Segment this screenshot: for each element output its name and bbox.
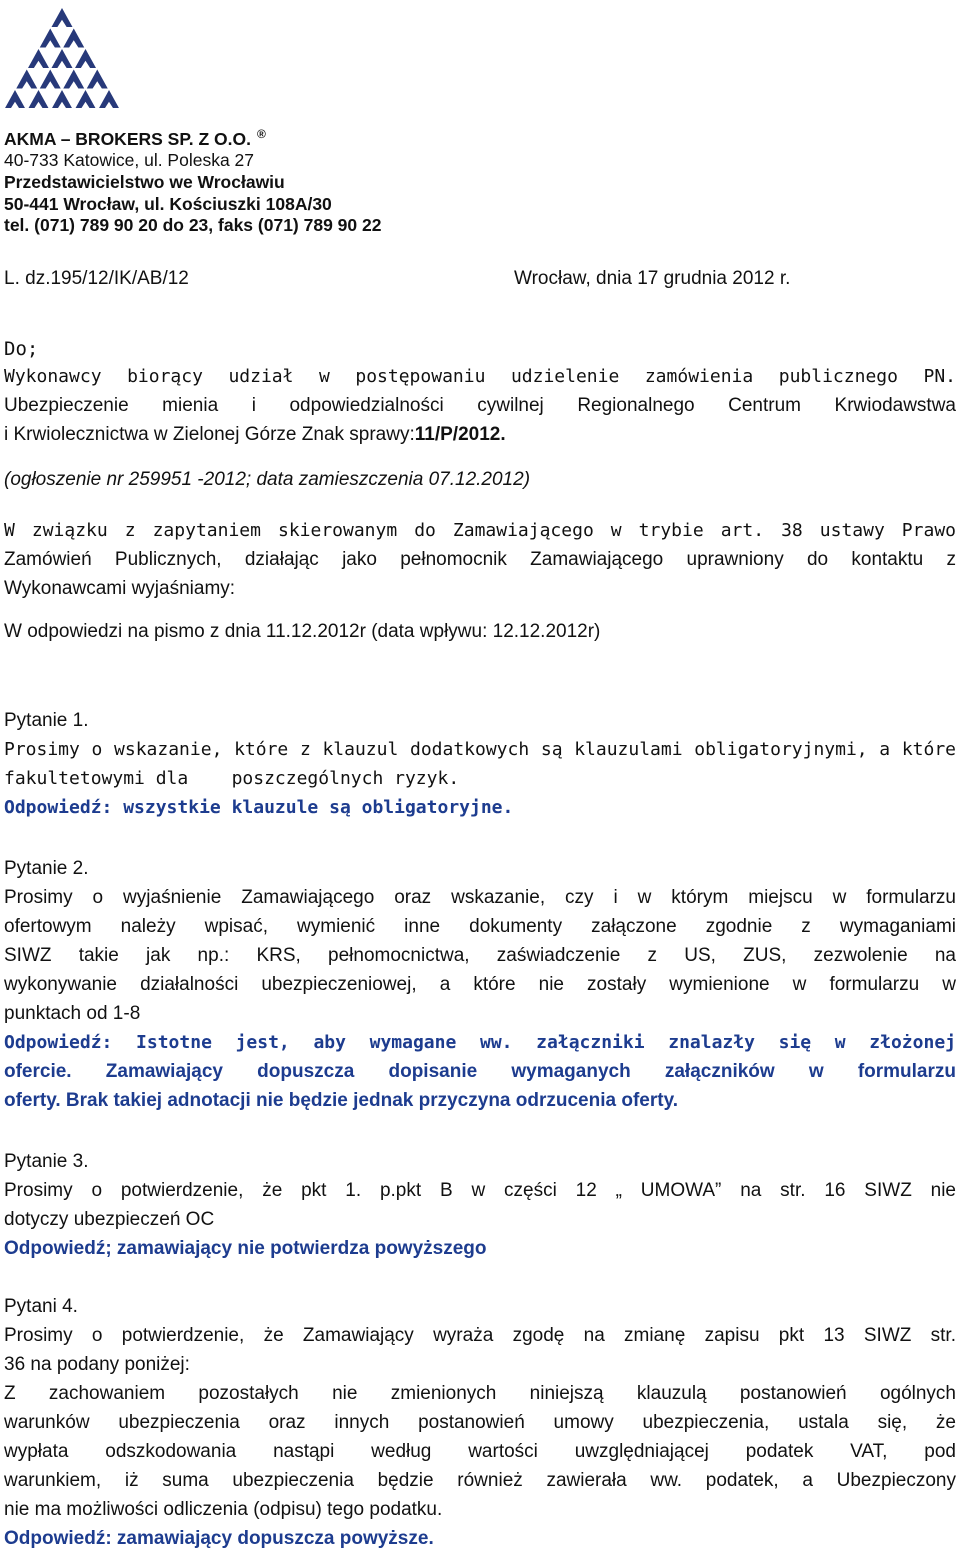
question-label: Pytani 4. xyxy=(4,1296,78,1317)
reference-line xyxy=(4,268,956,290)
registered-mark: ® xyxy=(256,127,266,141)
question-text-line: ofertowym należy wpisać, wymienić inne dokumenty załączone zgodnie z wymaganiami xyxy=(4,916,956,937)
recipients xyxy=(4,362,956,449)
question-label: Pytanie 3. xyxy=(4,1151,89,1172)
intro-line-2: Zamówień Publicznych, działając jako pełnomocnik Zamawiającego uprawniony do kontaktu z xyxy=(4,549,956,570)
intro-line-3: Wykonawcami wyjaśniamy: xyxy=(4,578,236,599)
question-label: Pytanie 2. xyxy=(4,858,89,879)
logo-triangle xyxy=(52,90,73,108)
question-text-line: 36 na podany poniżej: xyxy=(4,1354,190,1375)
company-address: 40-733 Katowice, ul. Poleska 27 xyxy=(4,150,255,171)
logo-triangle xyxy=(40,29,61,48)
question-text-line: Prosimy o potwierdzenie, że Zamawiający wyraża zgodę na zmianę zapisu pkt 13 SIWZ str. xyxy=(4,1325,956,1346)
question-text-line: punktach od 1-8 xyxy=(4,1003,141,1024)
question-text-line: nie ma możliwości odliczenia (odpisu) tego podatku. xyxy=(4,1499,443,1520)
logo-triangle xyxy=(52,8,73,27)
question-text-line: wykonywanie działalności ubezpieczeniowej, a które nie zostały wymienione w formularzu w xyxy=(4,974,956,995)
recipients-line-2: Ubezpieczenie mienia i odpowiedzialności cywilnej Regionalnego Centrum Krwiodawstwa xyxy=(4,395,956,416)
company-name: AKMA – BROKERS SP. Z O.O. xyxy=(4,128,251,149)
question-text-line: dotyczy ubezpieczeń OC xyxy=(4,1209,215,1230)
recipients-line-3: i Krwiolecznictwa w Zielonej Górze Znak sprawy: xyxy=(4,424,415,445)
question-3 xyxy=(4,1147,956,1263)
question-text-line: warunków ubezpieczenia oraz innych postanowień umowy ubezpieczenia, ustala się, że xyxy=(4,1412,956,1433)
question-4 xyxy=(4,1292,956,1553)
reference-number: L. dz.195/12/IK/AB/12 xyxy=(4,268,189,289)
logo-triangle xyxy=(5,90,26,108)
answer-line: oferty. Brak takiej adnotacji nie będzie jednak przyczyna odrzucenia oferty. xyxy=(4,1090,678,1111)
question-text-line: Z zachowaniem pozostałych nie zmienionych niniejszą klauzulą postanowień ogólnych xyxy=(4,1383,956,1404)
logo-triangle xyxy=(52,49,73,68)
logo-triangle xyxy=(63,70,84,89)
answer-line: ofercie. Zamawiający dopuszcza dopisanie wymaganych załączników w formularzu xyxy=(4,1061,956,1082)
recipients-line-1: Wykonawcy biorący udział w postępowaniu udzielenie zamówienia publicznego PN. xyxy=(4,366,956,387)
logo-triangle xyxy=(99,90,120,108)
question-text-line: Prosimy o wyjaśnienie Zamawiającego oraz wskazanie, czy i w którym miejscu w formularzu xyxy=(4,887,956,908)
intro-paragraph xyxy=(4,516,956,603)
question-label: Pytanie 1. xyxy=(4,710,89,731)
logo-triangle xyxy=(75,90,96,108)
intro-line-1: W związku z zapytaniem skierowanym do Zamawiającego w trybie art. 38 ustawy Prawo xyxy=(4,520,956,541)
logo-triangle xyxy=(75,49,96,68)
company-logo xyxy=(2,4,122,108)
question-text-line: wypłata odszkodowania nastąpi według wartości uwzględniającej podatek VAT, pod xyxy=(4,1441,956,1462)
question-text-line: SIWZ takie jak np.: KRS, pełnomocnictwa, zaświadczenie z US, ZUS, zezwolenie na xyxy=(4,945,956,966)
question-text-line: fakultetowymi dla poszczególnych ryzyk. xyxy=(4,768,460,789)
reply-reference: W odpowiedzi na pismo z dnia 11.12.2012r (data wpływu: 12.12.2012r) xyxy=(4,621,601,642)
question-text-line: Prosimy o potwierdzenie, że pkt 1. p.pkt B w części 12 „ UMOWA” na str. 16 SIWZ nie xyxy=(4,1180,956,1201)
answer-line: Odpowiedź: wszystkie klauzule są obligatoryjne. xyxy=(4,797,514,818)
phone-fax: tel. (071) 789 90 20 do 23, faks (071) 789 90 22 xyxy=(4,215,382,236)
logo-triangle xyxy=(63,29,84,48)
logo-triangle xyxy=(16,70,37,89)
branch-name: Przedstawicielstwo we Wrocławiu xyxy=(4,172,285,193)
branch-address: 50-441 Wrocław, ul. Kościuszki 108A/30 xyxy=(4,193,332,214)
logo-triangle xyxy=(40,70,61,89)
question-1 xyxy=(4,706,956,822)
case-number: 11/P/2012. xyxy=(414,424,506,445)
logo-triangle xyxy=(87,70,108,89)
answer-line: Odpowiedź: Istotne jest, aby wymagane ww. załączniki znalazły się w złożonej xyxy=(4,1032,956,1053)
question-text-line: warunkiem, iż suma ubezpieczenia będzie również zawierała ww. podatek, a Ubezpieczony xyxy=(4,1470,956,1491)
logo-triangle xyxy=(28,49,49,68)
answer-line: Odpowiedź; zamawiający nie potwierdza powyższego xyxy=(4,1238,487,1259)
logo-triangle xyxy=(28,90,49,108)
notice-info: (ogłoszenie nr 259951 -2012; data zamieszczenia 07.12.2012) xyxy=(4,469,531,490)
question-text-line: Prosimy o wskazanie, które z klauzul dodatkowych są klauzulami obligatoryjnymi, a które xyxy=(4,739,956,760)
letterhead xyxy=(4,124,381,237)
answer-line: Odpowiedź: zamawiający dopuszcza powyższe. xyxy=(4,1528,434,1549)
to-label: Do; xyxy=(4,338,39,360)
place-date: Wrocław, dnia 17 grudnia 2012 r. xyxy=(514,268,791,289)
question-2 xyxy=(4,854,956,1115)
